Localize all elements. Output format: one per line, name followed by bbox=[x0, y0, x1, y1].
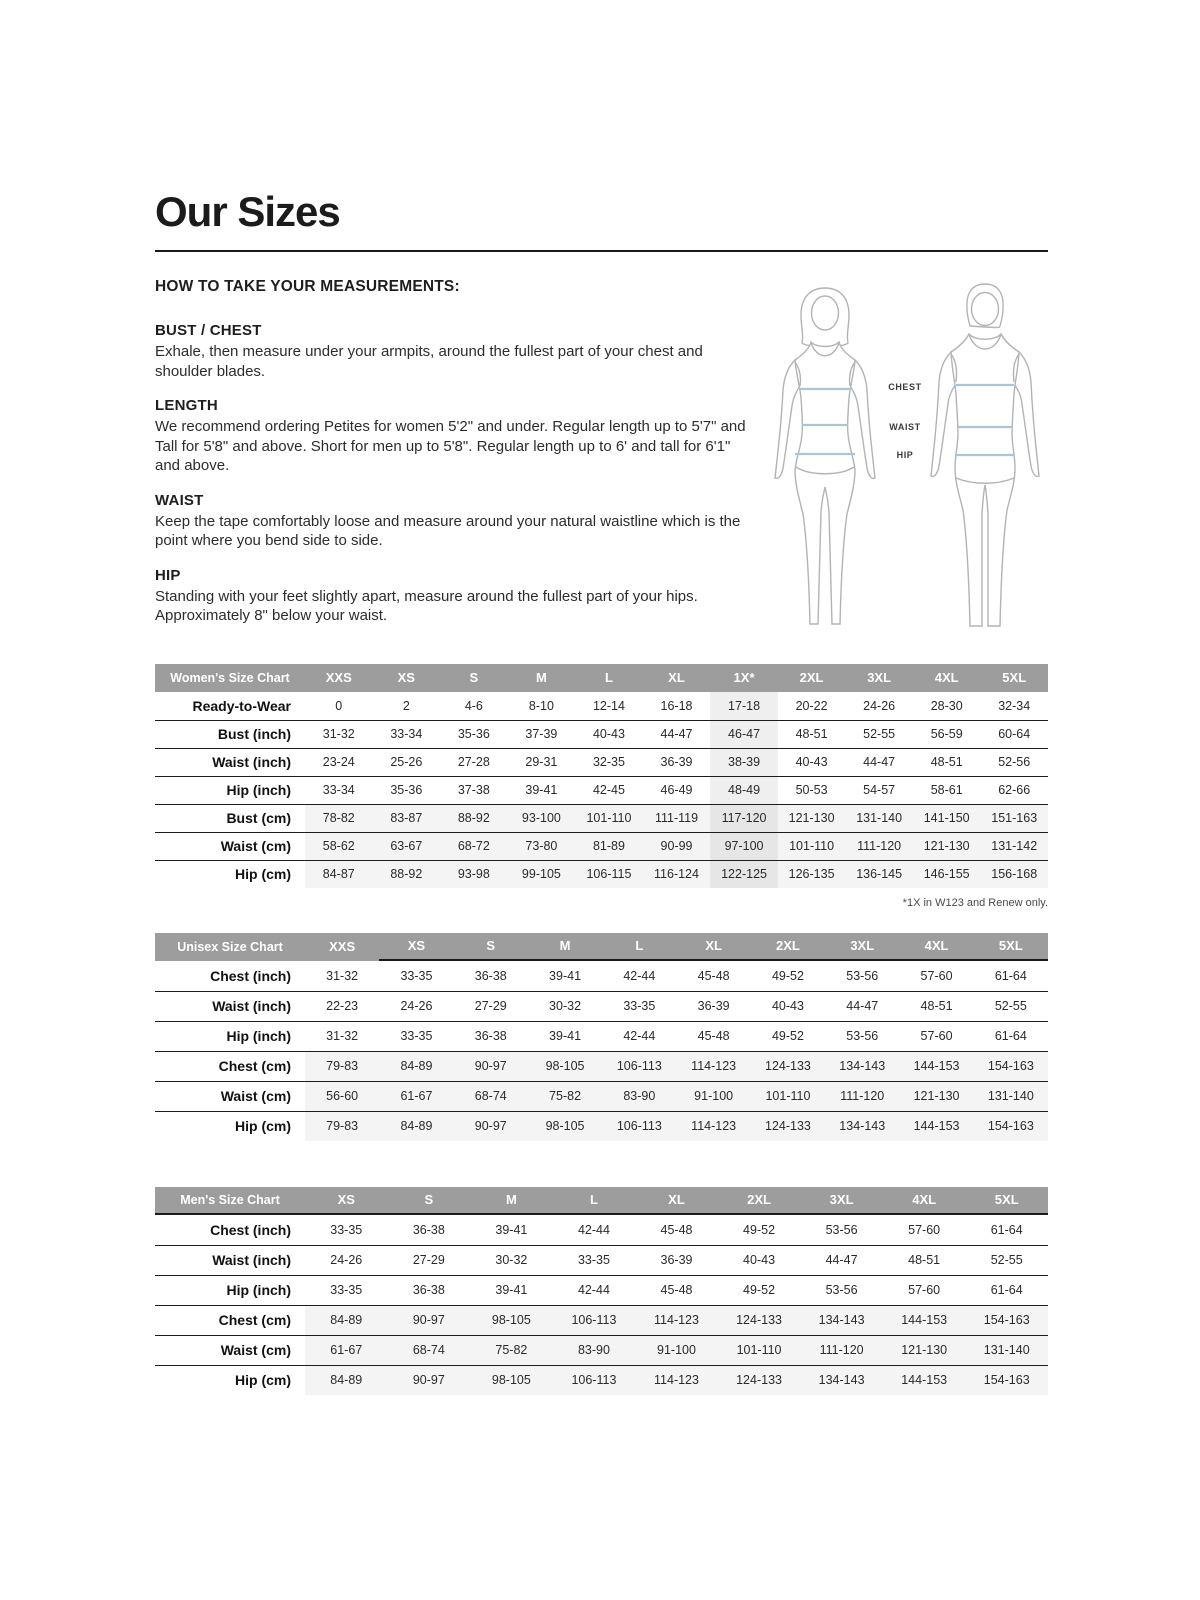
table-row bbox=[155, 1275, 1048, 1305]
size-cell: 61-64 bbox=[990, 1222, 1023, 1237]
size-cell: 57-60 bbox=[920, 968, 953, 983]
size-column-header: L bbox=[589, 1192, 598, 1207]
row-label: Hip (inch) bbox=[226, 1282, 291, 1298]
row-label: Waist (inch) bbox=[212, 1252, 291, 1268]
size-cell: 154-163 bbox=[965, 1306, 1048, 1335]
size-cell: 122-125 bbox=[710, 861, 778, 888]
size-cell: 141-150 bbox=[913, 805, 981, 832]
table-header-row bbox=[155, 933, 1048, 961]
size-cell: 38-39 bbox=[710, 749, 778, 776]
size-cell: 20-22 bbox=[795, 698, 828, 713]
row-label: Bust (cm) bbox=[226, 810, 291, 826]
measurement-instructions bbox=[155, 278, 1048, 642]
size-cell: 144-153 bbox=[899, 1112, 973, 1141]
section-title: WAIST bbox=[155, 491, 204, 509]
size-cell: 73-80 bbox=[508, 833, 576, 860]
size-cell: 45-48 bbox=[697, 1029, 730, 1043]
mens-size-chart-table bbox=[155, 1187, 1048, 1395]
size-cell: 22-23 bbox=[326, 999, 359, 1013]
size-cell: 36-38 bbox=[412, 1222, 445, 1237]
size-cell: 146-155 bbox=[913, 861, 981, 888]
size-column-header: L bbox=[602, 933, 676, 961]
size-cell: 39-41 bbox=[525, 783, 558, 797]
row-label: Hip (inch) bbox=[226, 782, 291, 798]
size-column-header: M bbox=[535, 670, 547, 685]
size-cell: 106-113 bbox=[602, 1112, 676, 1141]
size-cell: 57-60 bbox=[920, 1029, 953, 1043]
size-cell: 156-168 bbox=[980, 861, 1048, 888]
size-cell: 42-44 bbox=[577, 1222, 610, 1237]
size-cell: 39-41 bbox=[495, 1283, 528, 1297]
size-column-header: XL bbox=[668, 1192, 685, 1207]
size-cell: 27-28 bbox=[457, 755, 490, 769]
size-cell: 30-32 bbox=[549, 999, 582, 1013]
size-cell: 32-34 bbox=[998, 698, 1031, 713]
size-cell: 134-143 bbox=[800, 1306, 883, 1335]
size-cell: 36-38 bbox=[412, 1283, 445, 1297]
table-row bbox=[155, 1111, 1048, 1141]
size-cell: 98-105 bbox=[470, 1306, 553, 1335]
size-cell: 53-56 bbox=[825, 1222, 858, 1237]
table-row bbox=[155, 1305, 1048, 1335]
row-label: Waist (cm) bbox=[220, 838, 291, 854]
size-cell: 99-105 bbox=[508, 861, 576, 888]
size-column-header: 5XL bbox=[994, 1192, 1019, 1207]
size-cell: 114-123 bbox=[635, 1306, 718, 1335]
size-cell: 24-26 bbox=[400, 999, 433, 1013]
howto-heading: HOW TO TAKE YOUR MEASUREMENTS: bbox=[155, 278, 460, 295]
size-cell: 36-38 bbox=[474, 968, 507, 983]
size-cell: 84-89 bbox=[305, 1366, 388, 1395]
table-title: Women's Size Chart bbox=[170, 670, 290, 685]
size-column-header: 4XL bbox=[912, 1192, 937, 1207]
table-header-row bbox=[155, 664, 1048, 692]
row-label: Chest (inch) bbox=[210, 967, 291, 984]
size-cell: 91-100 bbox=[635, 1336, 718, 1365]
table-row bbox=[155, 1245, 1048, 1275]
size-cell: 101-110 bbox=[778, 833, 846, 860]
size-column-header: XXS bbox=[329, 939, 356, 954]
section-title: HIP bbox=[155, 566, 181, 584]
size-cell: 58-62 bbox=[305, 833, 373, 860]
size-column-header: 4XL bbox=[934, 670, 959, 685]
size-cell: 35-36 bbox=[390, 783, 423, 797]
row-label: Ready-to-Wear bbox=[192, 697, 291, 714]
size-column-header: 1X* bbox=[733, 670, 755, 685]
hip-label: HIP bbox=[896, 450, 914, 460]
size-column-header: XL bbox=[668, 670, 685, 685]
size-cell: 79-83 bbox=[305, 1112, 379, 1141]
size-column-header: XXS bbox=[325, 670, 352, 685]
size-cell: 46-47 bbox=[710, 721, 778, 748]
row-label: Hip (cm) bbox=[235, 1118, 291, 1134]
size-cell: 40-43 bbox=[592, 727, 625, 741]
size-column-header: S bbox=[469, 670, 479, 685]
size-cell: 136-145 bbox=[845, 861, 913, 888]
size-cell: 49-52 bbox=[771, 968, 804, 983]
row-label: Waist (inch) bbox=[212, 754, 291, 770]
size-cell: 31-32 bbox=[326, 1029, 359, 1043]
section-length bbox=[155, 397, 755, 476]
size-cell: 44-47 bbox=[863, 755, 896, 769]
section-title: BUST / CHEST bbox=[155, 322, 262, 339]
womens-size-chart-table bbox=[155, 664, 1048, 909]
size-cell: 144-153 bbox=[899, 1052, 973, 1081]
size-cell: 12-14 bbox=[592, 698, 625, 713]
size-cell: 78-82 bbox=[305, 805, 373, 832]
table-row bbox=[155, 1335, 1048, 1365]
size-cell: 121-130 bbox=[883, 1336, 966, 1365]
size-column-header: 2XL bbox=[799, 670, 824, 685]
size-cell: 144-153 bbox=[883, 1366, 966, 1395]
section-body: Exhale, then measure under your armpits, around the fullest part of your chest and shoulder blades. bbox=[155, 343, 703, 380]
size-cell: 131-140 bbox=[845, 805, 913, 832]
size-cell: 24-26 bbox=[330, 1253, 363, 1267]
table-row bbox=[155, 1215, 1048, 1245]
table-title: Men's Size Chart bbox=[180, 1192, 280, 1207]
size-cell: 44-47 bbox=[846, 999, 879, 1013]
size-cell: 52-55 bbox=[990, 1253, 1023, 1267]
size-column-header: 5XL bbox=[1002, 670, 1027, 685]
size-cell: 40-43 bbox=[795, 755, 828, 769]
size-cell: 28-30 bbox=[930, 698, 963, 713]
size-cell: 106-115 bbox=[575, 861, 643, 888]
size-cell: 154-163 bbox=[974, 1112, 1048, 1141]
size-cell: 48-51 bbox=[795, 727, 828, 741]
size-cell: 39-41 bbox=[549, 1029, 582, 1043]
size-cell: 37-38 bbox=[457, 783, 490, 797]
size-cell: 81-89 bbox=[575, 833, 643, 860]
size-cell: 124-133 bbox=[751, 1112, 825, 1141]
size-cell: 93-98 bbox=[440, 861, 508, 888]
size-cell: 90-97 bbox=[388, 1306, 471, 1335]
size-cell: 154-163 bbox=[974, 1052, 1048, 1081]
size-cell: 114-123 bbox=[677, 1112, 751, 1141]
size-cell: 124-133 bbox=[751, 1052, 825, 1081]
size-cell: 23-24 bbox=[322, 755, 355, 769]
size-column-header: S bbox=[424, 1192, 434, 1207]
size-column-header: M bbox=[528, 933, 602, 961]
size-cell: 106-113 bbox=[553, 1306, 636, 1335]
size-cell: 131-140 bbox=[974, 1082, 1048, 1111]
size-cell: 83-90 bbox=[602, 1082, 676, 1111]
size-cell: 33-35 bbox=[623, 999, 656, 1013]
table-row bbox=[155, 832, 1048, 860]
row-label: Waist (inch) bbox=[212, 998, 291, 1014]
size-column-header: XS bbox=[397, 670, 415, 685]
table-row bbox=[155, 720, 1048, 748]
size-cell: 84-89 bbox=[379, 1052, 453, 1081]
size-column-header: L bbox=[604, 670, 613, 685]
size-cell: 45-48 bbox=[660, 1283, 693, 1297]
size-cell: 154-163 bbox=[965, 1366, 1048, 1395]
size-column-header: XL bbox=[677, 933, 751, 961]
table-row bbox=[155, 1021, 1048, 1051]
row-label: Chest (cm) bbox=[218, 1058, 291, 1074]
size-cell: 31-32 bbox=[322, 727, 355, 741]
size-cell: 75-82 bbox=[528, 1082, 602, 1111]
table-row bbox=[155, 991, 1048, 1021]
size-cell: 31-32 bbox=[326, 968, 359, 983]
size-cell: 33-34 bbox=[322, 783, 355, 797]
row-label: Hip (inch) bbox=[226, 1028, 291, 1044]
section-body: Keep the tape comfortably loose and measure around your natural waistline which is the point where you bend side to side. bbox=[155, 512, 741, 549]
size-cell: 39-41 bbox=[495, 1222, 528, 1237]
size-cell: 97-100 bbox=[710, 833, 778, 860]
size-cell: 42-45 bbox=[592, 783, 625, 797]
size-cell: 45-48 bbox=[660, 1222, 693, 1237]
size-cell: 151-163 bbox=[980, 805, 1048, 832]
section-waist bbox=[155, 492, 755, 551]
table-row bbox=[155, 860, 1048, 888]
size-cell: 58-61 bbox=[930, 783, 963, 797]
size-cell: 4-6 bbox=[464, 698, 483, 713]
size-cell: 116-124 bbox=[643, 861, 711, 888]
size-column-header: XS bbox=[337, 1192, 355, 1207]
size-cell: 111-120 bbox=[825, 1082, 899, 1111]
size-cell: 114-123 bbox=[677, 1052, 751, 1081]
size-cell: 88-92 bbox=[373, 861, 441, 888]
size-cell: 84-89 bbox=[305, 1306, 388, 1335]
size-cell: 144-153 bbox=[883, 1306, 966, 1335]
size-cell: 33-35 bbox=[400, 1029, 433, 1043]
size-cell: 61-64 bbox=[994, 968, 1027, 983]
size-cell: 61-64 bbox=[994, 1029, 1027, 1043]
size-cell: 36-39 bbox=[660, 755, 693, 769]
size-cell: 121-130 bbox=[899, 1082, 973, 1111]
size-cell: 75-82 bbox=[470, 1336, 553, 1365]
size-cell: 68-74 bbox=[454, 1082, 528, 1111]
size-cell: 126-135 bbox=[778, 861, 846, 888]
size-cell: 33-35 bbox=[330, 1222, 363, 1237]
size-cell: 30-32 bbox=[495, 1253, 528, 1267]
size-cell: 61-64 bbox=[990, 1283, 1023, 1297]
size-cell: 44-47 bbox=[825, 1253, 858, 1267]
size-column-header: M bbox=[505, 1192, 517, 1207]
size-cell: 49-52 bbox=[743, 1222, 776, 1237]
table-row bbox=[155, 961, 1048, 991]
table-row bbox=[155, 1365, 1048, 1395]
size-cell: 56-59 bbox=[930, 727, 963, 741]
size-cell: 83-87 bbox=[373, 805, 441, 832]
size-cell: 61-67 bbox=[379, 1082, 453, 1111]
section-body: Standing with your feet slightly apart, measure around the fullest part of your hips. Approximately 8" below your waist. bbox=[155, 587, 698, 624]
size-column-header: XS bbox=[379, 933, 453, 961]
instructions-text-column bbox=[155, 278, 755, 642]
size-cell: 36-38 bbox=[474, 1029, 507, 1043]
size-cell: 124-133 bbox=[718, 1366, 801, 1395]
size-column-header: 5XL bbox=[974, 933, 1048, 961]
size-cell: 29-31 bbox=[525, 755, 558, 769]
size-column-header: 3XL bbox=[829, 1192, 854, 1207]
size-cell: 111-120 bbox=[845, 833, 913, 860]
size-cell: 40-43 bbox=[771, 999, 804, 1013]
chest-label: CHEST bbox=[888, 382, 922, 392]
size-cell: 90-97 bbox=[454, 1052, 528, 1081]
size-cell: 42-44 bbox=[623, 968, 656, 983]
table-row bbox=[155, 776, 1048, 804]
size-cell: 24-26 bbox=[863, 698, 896, 713]
size-cell: 134-143 bbox=[825, 1052, 899, 1081]
size-cell: 49-52 bbox=[743, 1283, 776, 1297]
table-row bbox=[155, 1051, 1048, 1081]
size-cell: 8-10 bbox=[528, 698, 554, 713]
size-cell: 90-99 bbox=[643, 833, 711, 860]
size-cell: 52-55 bbox=[994, 999, 1027, 1013]
section-bust-chest bbox=[155, 322, 755, 381]
size-cell: 101-110 bbox=[718, 1336, 801, 1365]
size-cell: 2 bbox=[402, 698, 410, 713]
size-cell: 33-35 bbox=[330, 1283, 363, 1297]
size-cell: 111-120 bbox=[800, 1336, 883, 1365]
size-cell: 101-110 bbox=[575, 805, 643, 832]
size-cell: 84-89 bbox=[379, 1112, 453, 1141]
size-column-header: 3XL bbox=[825, 933, 899, 961]
size-column-header: 4XL bbox=[899, 933, 973, 961]
size-cell: 57-60 bbox=[908, 1222, 941, 1237]
size-cell: 57-60 bbox=[908, 1283, 941, 1297]
size-cell: 25-26 bbox=[390, 755, 423, 769]
row-label: Hip (cm) bbox=[235, 1372, 291, 1388]
size-cell: 16-18 bbox=[660, 698, 693, 713]
size-cell: 131-142 bbox=[980, 833, 1048, 860]
row-label: Waist (cm) bbox=[220, 1342, 291, 1358]
size-cell: 27-29 bbox=[412, 1253, 445, 1267]
size-cell: 61-67 bbox=[305, 1336, 388, 1365]
size-column-header: S bbox=[454, 933, 528, 961]
row-label: Bust (inch) bbox=[217, 726, 291, 742]
table-row bbox=[155, 804, 1048, 832]
size-cell: 121-130 bbox=[913, 833, 981, 860]
page-title: Our Sizes bbox=[155, 188, 340, 235]
size-cell: 98-105 bbox=[528, 1112, 602, 1141]
table-header-row bbox=[155, 1187, 1048, 1215]
size-cell: 52-56 bbox=[998, 755, 1031, 769]
size-cell: 68-72 bbox=[440, 833, 508, 860]
size-cell: 37-39 bbox=[525, 727, 558, 741]
size-cell: 45-48 bbox=[697, 968, 730, 983]
size-cell: 121-130 bbox=[778, 805, 846, 832]
size-cell: 36-39 bbox=[660, 1253, 693, 1267]
size-cell: 90-97 bbox=[388, 1366, 471, 1395]
table-title: Unisex Size Chart bbox=[177, 939, 283, 954]
size-cell: 106-113 bbox=[602, 1052, 676, 1081]
size-cell: 53-56 bbox=[846, 968, 879, 983]
size-cell: 124-133 bbox=[718, 1306, 801, 1335]
size-cell: 32-35 bbox=[592, 755, 625, 769]
size-cell: 83-90 bbox=[553, 1336, 636, 1365]
size-cell: 91-100 bbox=[677, 1082, 751, 1111]
size-cell: 40-43 bbox=[743, 1253, 776, 1267]
size-cell: 111-119 bbox=[643, 805, 711, 832]
size-cell: 63-67 bbox=[373, 833, 441, 860]
size-column-header: 2XL bbox=[747, 1192, 771, 1207]
size-cell: 106-113 bbox=[553, 1366, 636, 1395]
size-cell: 49-52 bbox=[771, 1029, 804, 1043]
table-row bbox=[155, 692, 1048, 720]
size-cell: 33-35 bbox=[577, 1253, 610, 1267]
size-cell: 134-143 bbox=[800, 1366, 883, 1395]
size-cell: 42-44 bbox=[577, 1283, 610, 1297]
section-hip bbox=[155, 567, 755, 626]
size-cell: 79-83 bbox=[305, 1052, 379, 1081]
row-label: Chest (inch) bbox=[210, 1221, 291, 1238]
size-cell: 56-60 bbox=[305, 1082, 379, 1111]
body-measurement-diagram bbox=[755, 282, 1055, 640]
size-cell: 50-53 bbox=[795, 783, 828, 797]
female-figure-icon bbox=[775, 288, 875, 624]
size-cell: 134-143 bbox=[825, 1112, 899, 1141]
size-cell: 93-100 bbox=[508, 805, 576, 832]
size-cell: 27-29 bbox=[474, 999, 507, 1013]
title-divider bbox=[155, 250, 1048, 252]
size-cell: 46-49 bbox=[660, 783, 693, 797]
size-cell: 48-49 bbox=[710, 777, 778, 804]
waist-label: WAIST bbox=[889, 422, 921, 432]
size-cell: 0 bbox=[335, 698, 343, 713]
size-cell: 48-51 bbox=[920, 999, 953, 1013]
size-cell: 98-105 bbox=[470, 1366, 553, 1395]
size-cell: 88-92 bbox=[440, 805, 508, 832]
size-cell: 33-34 bbox=[390, 727, 423, 741]
size-cell: 54-57 bbox=[863, 783, 896, 797]
size-cell: 39-41 bbox=[549, 968, 582, 983]
size-cell: 48-51 bbox=[930, 755, 963, 769]
size-cell: 62-66 bbox=[998, 783, 1031, 797]
table-footnote: *1X in W123 and Renew only. bbox=[902, 896, 1048, 909]
size-cell: 98-105 bbox=[528, 1052, 602, 1081]
section-title: LENGTH bbox=[155, 397, 218, 414]
size-cell: 117-120 bbox=[710, 805, 778, 832]
table-row bbox=[155, 1081, 1048, 1111]
size-cell: 48-51 bbox=[908, 1253, 941, 1267]
row-label: Waist (cm) bbox=[220, 1088, 291, 1104]
size-cell: 60-64 bbox=[998, 727, 1031, 741]
table-row bbox=[155, 748, 1048, 776]
size-cell: 36-39 bbox=[697, 999, 730, 1013]
size-cell: 90-97 bbox=[454, 1112, 528, 1141]
size-column-header: 2XL bbox=[751, 933, 825, 961]
size-cell: 84-87 bbox=[305, 861, 373, 888]
row-label: Hip (cm) bbox=[235, 866, 291, 882]
size-cell: 44-47 bbox=[660, 727, 693, 741]
size-cell: 114-123 bbox=[635, 1366, 718, 1395]
size-column-header: 3XL bbox=[867, 670, 892, 685]
size-cell: 101-110 bbox=[751, 1082, 825, 1111]
section-body: We recommend ordering Petites for women 5'2" and under. Regular length up to 5'7" and Tall for 5'8" and above. Short for men up to 5'8". Regular length up to 6' and tall for 6'1" and above. bbox=[155, 418, 746, 474]
size-cell: 33-35 bbox=[400, 968, 433, 983]
size-cell: 52-55 bbox=[863, 727, 896, 741]
size-cell: 35-36 bbox=[457, 727, 490, 741]
size-cell: 17-18 bbox=[710, 692, 778, 720]
size-cell: 53-56 bbox=[825, 1283, 858, 1297]
row-label: Chest (cm) bbox=[218, 1312, 291, 1328]
size-cell: 42-44 bbox=[623, 1029, 656, 1043]
size-cell: 68-74 bbox=[388, 1336, 471, 1365]
measurement-figures bbox=[755, 278, 1055, 642]
size-cell: 53-56 bbox=[846, 1029, 879, 1043]
unisex-size-chart-table bbox=[155, 933, 1048, 1141]
size-cell: 131-140 bbox=[965, 1336, 1048, 1365]
